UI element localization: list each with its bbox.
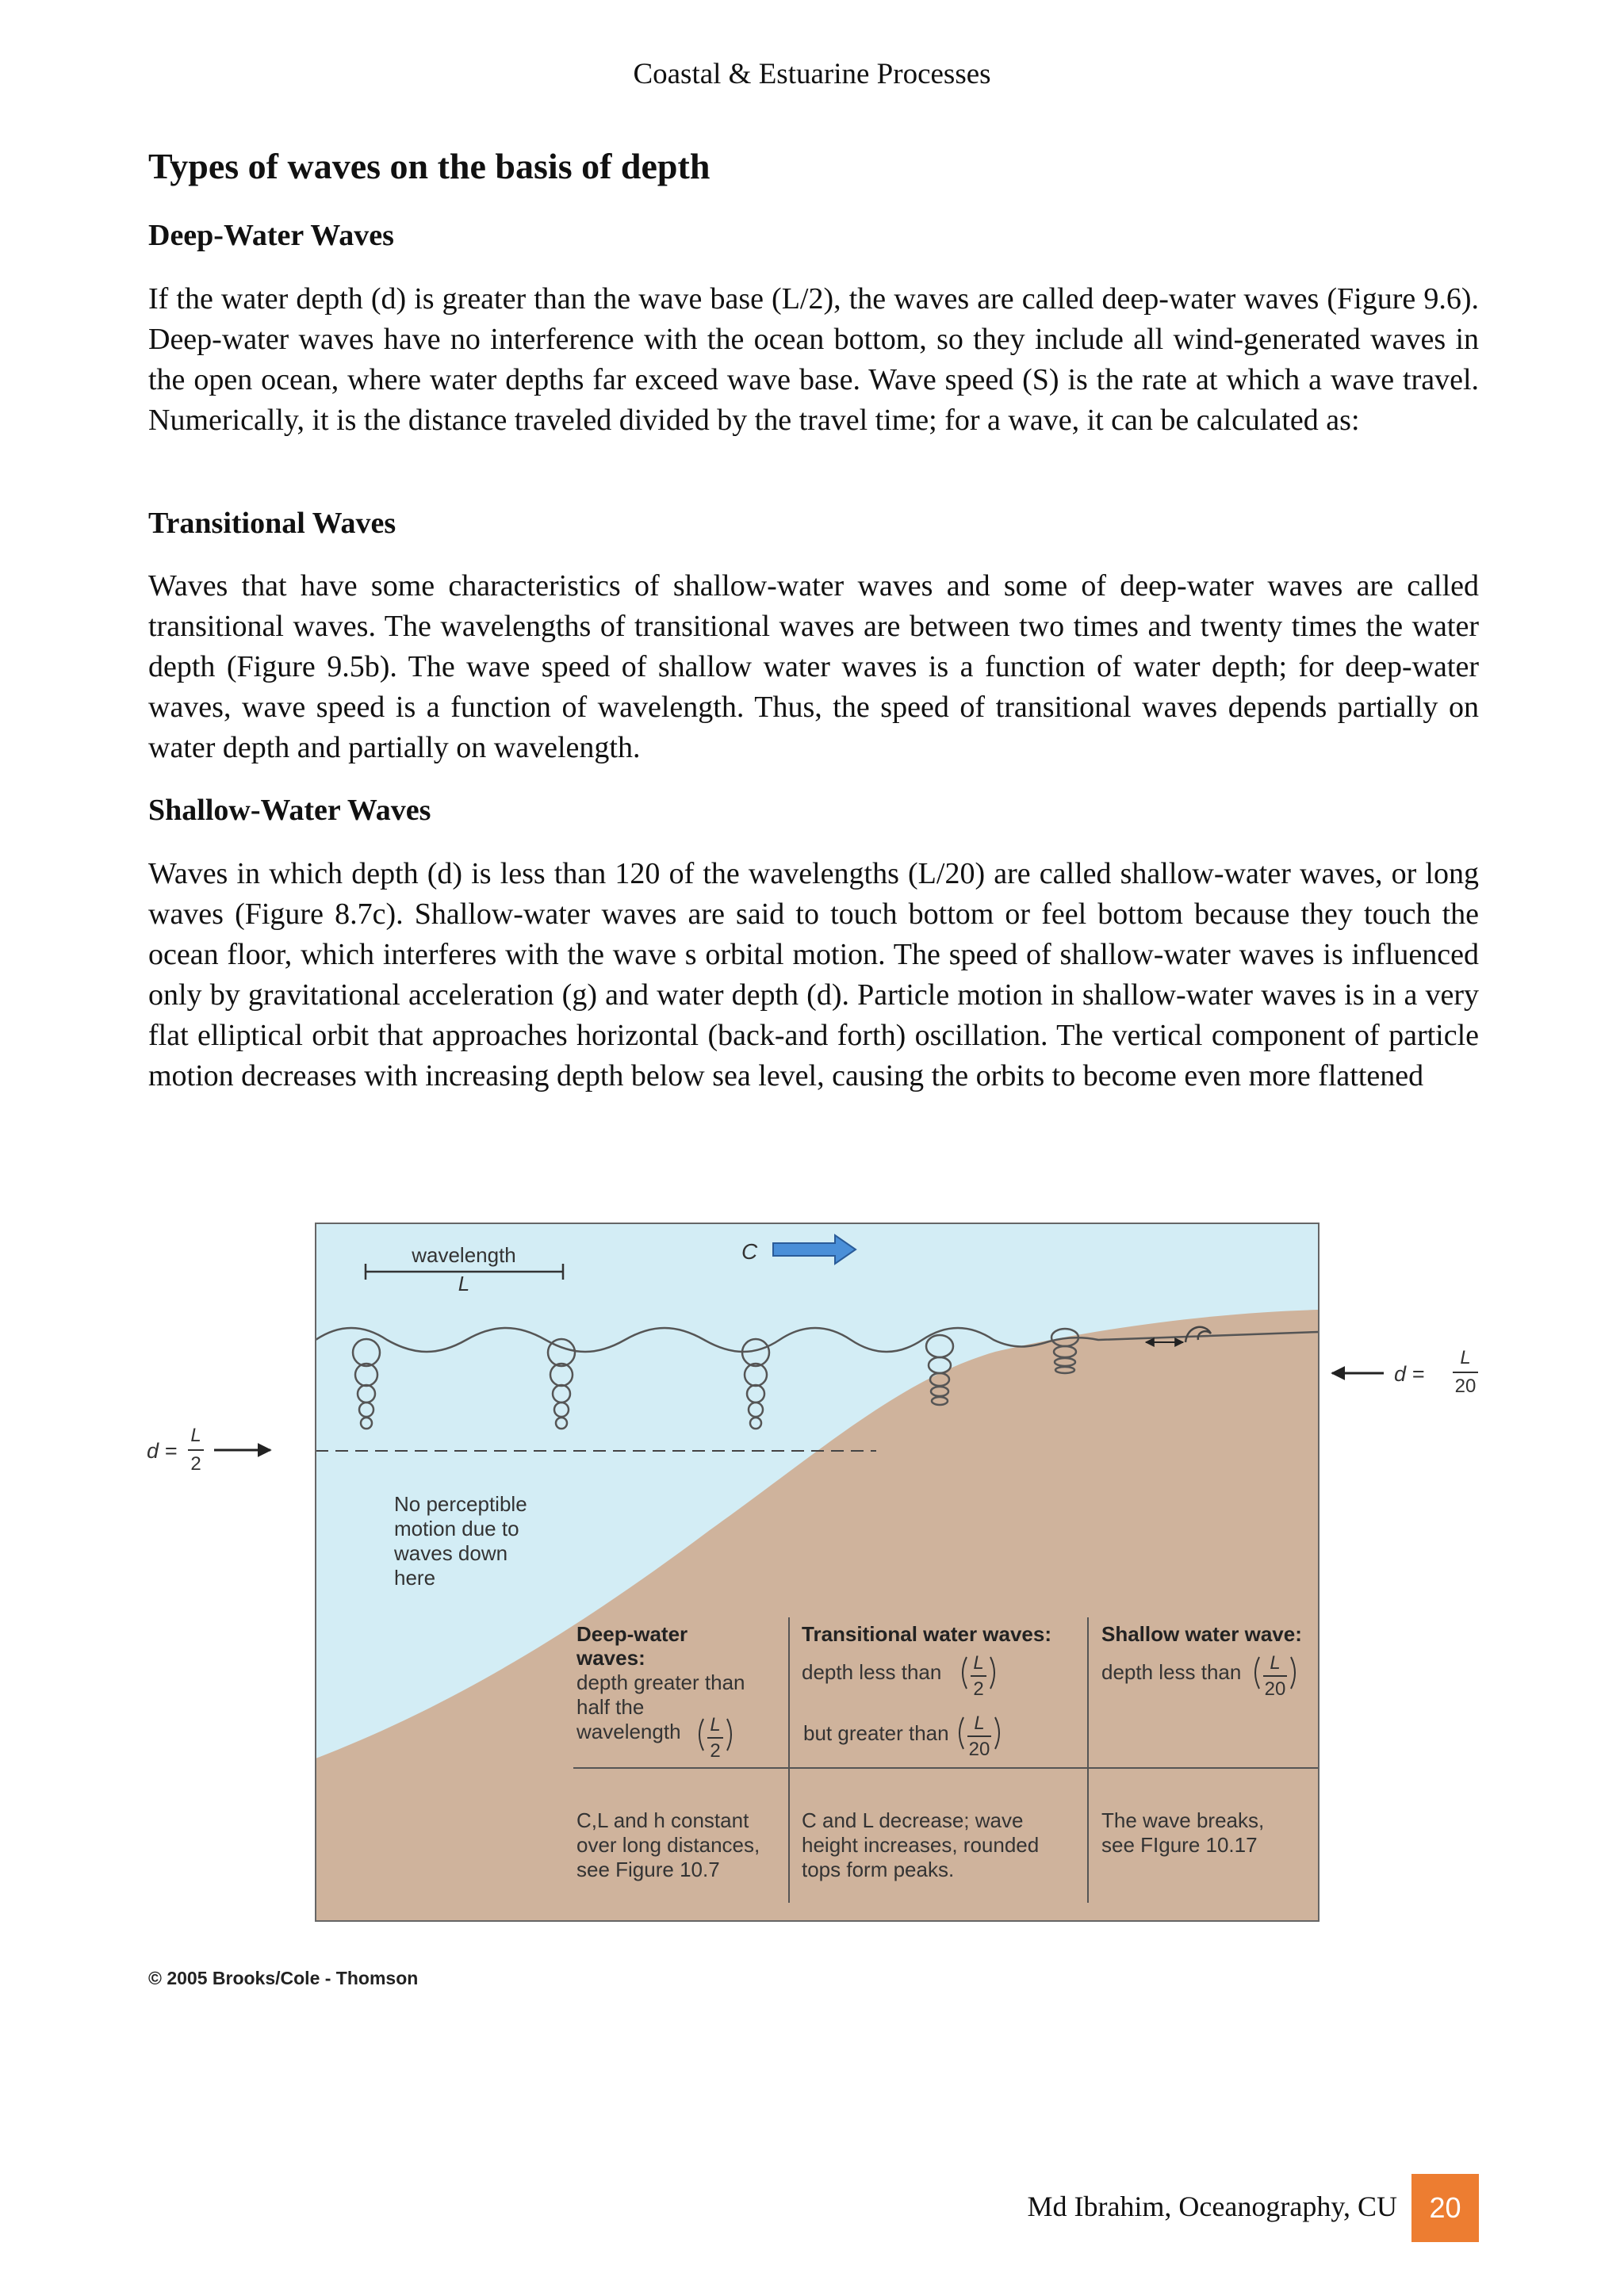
heading-shallow-water: Shallow-Water Waves xyxy=(148,794,431,827)
figure-copyright: © 2005 Brooks/Cole - Thomson xyxy=(148,1968,419,1988)
svg-text:20: 20 xyxy=(1264,1678,1286,1700)
section-title: Types of waves on the basis of depth xyxy=(148,146,710,186)
svg-text:Shallow water wave:: Shallow water wave: xyxy=(1101,1622,1302,1646)
svg-text:half the: half the xyxy=(576,1695,645,1719)
svg-text:motion due to: motion due to xyxy=(394,1517,519,1540)
svg-text:2: 2 xyxy=(710,1740,721,1762)
svg-text:over long distances,: over long distances, xyxy=(576,1833,760,1857)
svg-text:waves down: waves down xyxy=(394,1541,508,1565)
svg-text:20: 20 xyxy=(968,1739,990,1760)
wave-base-denominator: 2 xyxy=(190,1453,201,1475)
shallow-depth-numerator: L xyxy=(1460,1347,1471,1368)
svg-text:depth less than: depth less than xyxy=(1101,1660,1242,1684)
svg-text:here: here xyxy=(394,1566,436,1590)
heading-deep-water: Deep-Water Waves xyxy=(148,219,394,252)
paragraph-deep-water: If the water depth (d) is greater than the wave base (L/2), the waves are called deep-water waves (Figure 9.6). Deep-water waves have no interference with the ocean bottom, so they include all wind-generated waves in the open ocean, where water depths far exceed wave base. Wave speed (S) is the rate at which a wave travel. Numerically, it is the distance traveled divided by the travel time; for a wave, it can be calculated as: xyxy=(148,282,1479,437)
heading-transitional: Transitional Waves xyxy=(148,507,396,540)
svg-text:L: L xyxy=(973,1652,984,1674)
svg-text:height increases, rounded: height increases, rounded xyxy=(802,1833,1040,1857)
svg-text:The wave breaks,: The wave breaks, xyxy=(1101,1808,1265,1832)
svg-text:tops form peaks.: tops form peaks. xyxy=(802,1858,955,1881)
svg-text:wavelength: wavelength xyxy=(576,1720,681,1743)
svg-text:C and L decrease; wave: C and L decrease; wave xyxy=(802,1808,1024,1832)
svg-text:Deep-water: Deep-water xyxy=(576,1622,688,1646)
svg-text:L: L xyxy=(710,1714,721,1735)
svg-text:Transitional water waves:: Transitional water waves: xyxy=(802,1622,1052,1646)
footer-author: Md Ibrahim, Oceanography, CU xyxy=(1027,2191,1397,2222)
svg-text:L: L xyxy=(1270,1652,1281,1674)
wave-speed-label: C xyxy=(741,1239,758,1264)
wave-base-numerator: L xyxy=(190,1425,201,1446)
wave-depth-figure xyxy=(139,1213,1499,1950)
shallow-depth-denominator: 20 xyxy=(1454,1376,1477,1397)
svg-text:depth less than: depth less than xyxy=(802,1660,942,1684)
svg-text:see FIgure 10.17: see FIgure 10.17 xyxy=(1101,1833,1258,1857)
page-number-badge: 20 xyxy=(1411,2174,1479,2242)
svg-text:see Figure 10.7: see Figure 10.7 xyxy=(576,1858,720,1881)
svg-text:C,L and h constant: C,L and h constant xyxy=(576,1808,749,1832)
paragraph-transitional: Waves that have some characteristics of shallow-water waves and some of deep-water waves are called transitional waves. The wavelengths of transitional waves are between two times and twenty times the water depth (Figure 9.5b). The wave speed of shallow water waves is a function of water depth; for deep-water waves, wave speed is a function of wavelength. Thus, the speed of transitional waves depends partially on water depth and partially on wavelength. xyxy=(148,569,1479,764)
running-header: Coastal & Estuarine Processes xyxy=(633,58,991,90)
svg-text:No perceptible: No perceptible xyxy=(394,1492,527,1516)
wavelength-symbol: L xyxy=(458,1272,470,1295)
svg-text:depth greater than: depth greater than xyxy=(576,1670,745,1694)
wave-base-d-label: d = xyxy=(147,1439,178,1463)
svg-text:2: 2 xyxy=(973,1678,984,1700)
shallow-depth-d-label: d = xyxy=(1394,1362,1425,1386)
paragraph-shallow-water: Waves in which depth (d) is less than 120 of the wavelengths (L/20) are called shallow-water waves, or long waves (Figure 8.7c). Shallow-water waves are said to touch bottom or feel bottom because they touch the ocean floor, which interferes with the wave s orbital motion. The speed of shallow-water waves is influenced only by gravitational acceleration (g) and water depth (d). Particle motion in shallow-water waves is in a very flat elliptical orbit that approaches horizontal (back-and forth) oscillation. The vertical component of particle motion decreases with increasing depth below sea level, causing the orbits to become even more flattened xyxy=(148,857,1479,1093)
svg-text:waves:: waves: xyxy=(576,1646,645,1670)
wavelength-label: wavelength xyxy=(412,1243,516,1267)
svg-text:L: L xyxy=(974,1712,985,1734)
svg-text:but greater than: but greater than xyxy=(803,1721,949,1745)
